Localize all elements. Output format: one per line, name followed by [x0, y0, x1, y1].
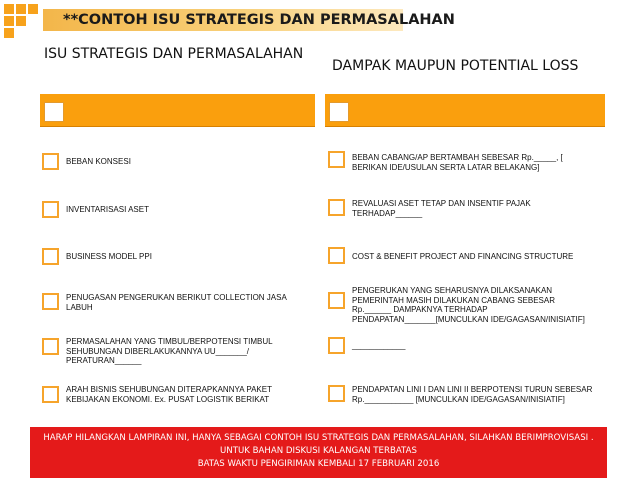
right-checkbox-5[interactable] [328, 337, 345, 354]
right-checkbox-3[interactable] [328, 247, 345, 264]
corner-square-2 [16, 4, 26, 14]
right-item-1: BEBAN CABANG/AP BERTAMBAH SEBESAR Rp._____, [ BERIKAN IDE/USULAN SERTA LATAR BELAKANG] [352, 153, 563, 172]
right-item-6: PENDAPATAN LINI I DAN LINI II BERPOTENSI TURUN SEBESAR Rp.___________ [MUNCULKAN IDE/GAGASAN/INISIATIF] [352, 385, 593, 404]
left-checkbox-5[interactable] [42, 338, 59, 355]
left-item-2: INVENTARISASI ASET [66, 205, 149, 214]
right-checkbox-2[interactable] [328, 199, 345, 216]
right-checkbox-4[interactable] [328, 292, 345, 309]
left-heading: ISU STRATEGIS DAN PERMASALAHAN [44, 46, 304, 62]
footer-line-2: UNTUK BAHAN DISKUSI KALANGAN TERBATAS [220, 446, 417, 456]
left-header-checkbox[interactable] [44, 102, 64, 122]
left-checkbox-3[interactable] [42, 248, 59, 265]
right-item-2: REVALUASI ASET TETAP DAN INSENTIF PAJAK TERHADAP______ [352, 199, 531, 218]
left-checkbox-6[interactable] [42, 386, 59, 403]
corner-square-1 [4, 4, 14, 14]
left-item-4: PENUGASAN PENGERUKAN BERIKUT COLLECTION JASA LABUH [66, 293, 287, 312]
right-checkbox-6[interactable] [328, 385, 345, 402]
left-item-1: BEBAN KONSESI [66, 157, 131, 166]
left-header-bar [40, 94, 315, 127]
footer-line-1: HARAP HILANGKAN LAMPIRAN INI, HANYA SEBAGAI CONTOH ISU STRATEGIS DAN PERMASALAHAN, SILAHKAN BERIMPROVISASI . [43, 433, 594, 443]
left-checkbox-1[interactable] [42, 153, 59, 170]
left-item-3: BUSINESS MODEL PPI [66, 252, 152, 261]
left-item-6: ARAH BISNIS SEHUBUNGAN DITERAPKANNYA PAKET KEBIJAKAN EKONOMI. Ex. PUSAT LOGISTIK BERIKAT [66, 385, 272, 404]
right-item-5: ____________ [352, 341, 406, 350]
footer-line-3: BATAS WAKTU PENGIRIMAN KEMBALI 17 FEBRUARI 2016 [197, 459, 440, 469]
right-heading: DAMPAK MAUPUN POTENTIAL LOSS [332, 58, 579, 74]
left-checkbox-4[interactable] [42, 293, 59, 310]
left-item-5: PERMASALAHAN YANG TIMBUL/BERPOTENSI TIMBUL SEHUBUNGAN DIBERLAKUKANNYA UU_______/ PERATURAN______ [66, 337, 273, 366]
right-item-4: PENGERUKAN YANG SEHARUSNYA DILAKSANAKAN PEMERINTAH MASIH DILAKUKAN CABANG SEBESAR Rp.______ DAMPAKNYA TERHADAP PENDAPATAN_______[MUNCULKAN IDE/GAGASAN/INISIATIF] [352, 286, 585, 324]
right-header-bar [325, 94, 605, 127]
right-header-checkbox[interactable] [329, 102, 349, 122]
corner-square-3 [28, 4, 38, 14]
right-item-3: COST & BENEFIT PROJECT AND FINANCING STRUCTURE [352, 252, 574, 261]
corner-square-4 [4, 16, 14, 26]
corner-square-5 [16, 16, 26, 26]
page-title: **CONTOH ISU STRATEGIS DAN PERMASALAHAN [63, 12, 455, 28]
right-checkbox-1[interactable] [328, 151, 345, 168]
left-checkbox-2[interactable] [42, 201, 59, 218]
corner-square-6 [4, 28, 14, 38]
